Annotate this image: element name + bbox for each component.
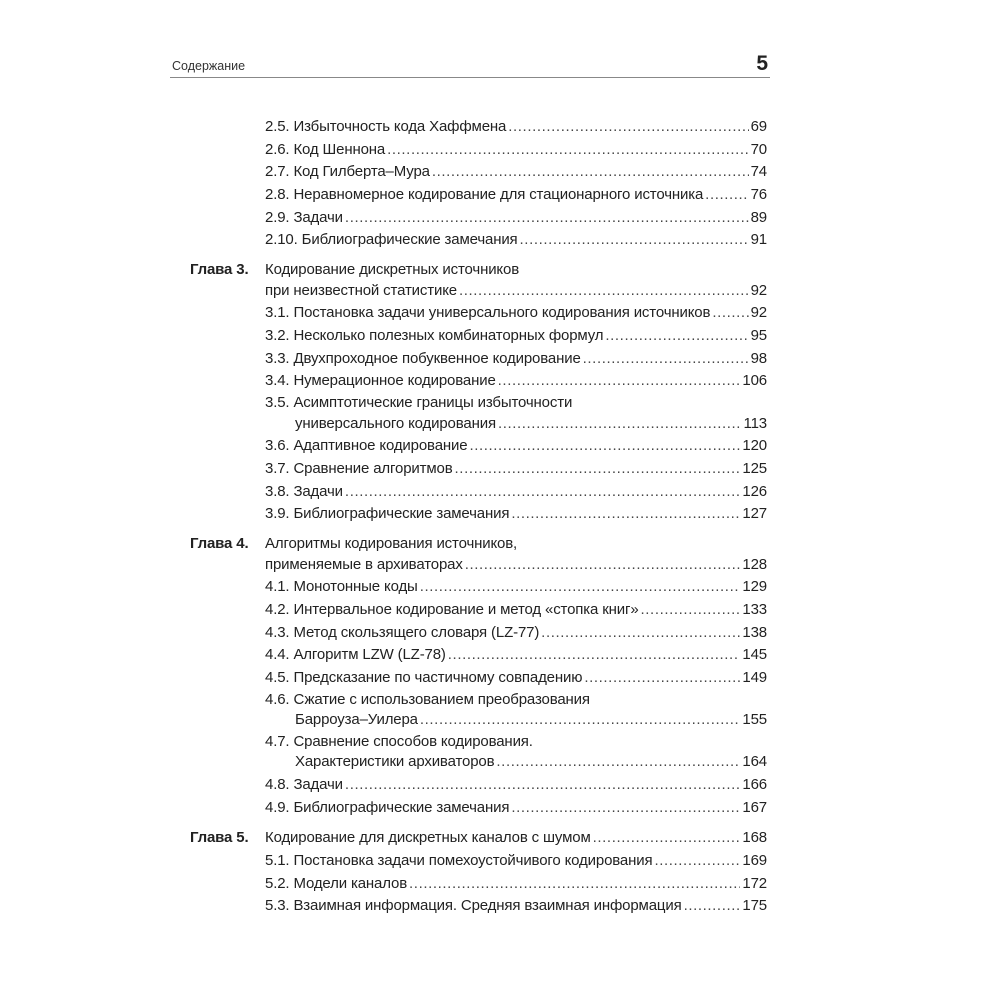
toc-entry (265, 644, 767, 667)
toc-entry (265, 161, 767, 184)
chapter-heading (190, 827, 767, 850)
toc-page-number: 164 (742, 753, 767, 771)
toc-page-number: 106 (742, 372, 767, 390)
dot-leader (387, 139, 749, 162)
dot-leader (583, 348, 749, 371)
toc-entry-title: Алгоритм LZW (LZ-78) (293, 646, 446, 664)
toc-entry-number: 2.10. (265, 231, 298, 249)
toc-entry-line (265, 644, 767, 667)
chapter-title: Кодирование дискретных источников (265, 261, 520, 279)
toc-entry-line (265, 139, 767, 162)
toc-entry-line (265, 709, 767, 732)
dot-leader (498, 370, 741, 393)
chapter-heading (190, 260, 767, 302)
toc-entry-title: Нумерационное кодирование (293, 372, 496, 390)
toc-entry-number: 2.8. (265, 186, 290, 204)
chapter-label: Глава 4. (190, 535, 249, 552)
dot-leader (705, 184, 748, 207)
toc-page-number: 76 (750, 186, 767, 204)
dot-leader (459, 280, 749, 303)
toc-page-number: 172 (742, 874, 767, 892)
toc-entry-line (265, 751, 767, 774)
toc-entry (265, 873, 767, 896)
toc-entry (265, 370, 767, 393)
chapter-title: Алгоритмы кодирования источников, (265, 535, 518, 552)
toc-page-number: 129 (742, 578, 767, 596)
chapter-label: Глава 3. (190, 261, 249, 279)
toc-entry-number: 4.1. (265, 578, 290, 596)
toc-entry-number: 4.9. (265, 798, 290, 816)
toc-entry-line (265, 184, 767, 207)
toc-page-number: 149 (742, 668, 767, 686)
toc-entry-line (265, 576, 767, 599)
toc-entry (265, 481, 767, 504)
toc-entry-title: Монотонные коды (293, 578, 418, 596)
toc-entry-line (265, 774, 767, 797)
toc-entry (265, 732, 767, 774)
toc-entry-title: Сжатие с использованием преобразования (293, 690, 590, 708)
chapter-spacer (265, 819, 767, 827)
toc-page-number: 133 (742, 600, 767, 618)
toc-entry (265, 503, 767, 526)
toc-entry-title: Библиографические замечания (293, 505, 510, 523)
dot-leader (420, 576, 741, 599)
toc-page-number: 91 (750, 231, 767, 249)
toc-entry-number: 3.1. (265, 304, 290, 322)
toc-entry (265, 184, 767, 207)
dot-leader (541, 622, 740, 645)
toc-entry-line (265, 393, 767, 413)
chapter-heading-line (190, 260, 767, 280)
toc-page-number: 92 (750, 304, 767, 322)
toc-entry-line (265, 161, 767, 184)
dot-leader (498, 413, 742, 436)
chapter-spacer (265, 252, 767, 260)
chapter-heading-line (265, 554, 767, 577)
toc-entry-number: 3.8. (265, 482, 290, 500)
toc-entry-title: Метод скользящего словаря (LZ-77) (293, 623, 540, 641)
running-header-title: Содержание (172, 59, 246, 73)
toc-page-number: 175 (742, 897, 767, 915)
toc-entry-title: Код Шеннона (293, 140, 386, 158)
toc-entry-title: Постановка задачи помехоустойчивого кодирования (293, 852, 653, 870)
toc-entry (265, 850, 767, 873)
toc-page-number: 126 (742, 482, 767, 500)
toc-entry (265, 774, 767, 797)
chapter-title-continued: применяемые в архиваторах (265, 555, 463, 573)
toc-entry-title-continued: универсального кодирования (295, 414, 496, 432)
dot-leader (420, 709, 741, 732)
toc-entry-line (265, 503, 767, 526)
table-of-contents (190, 116, 767, 918)
toc-entry-title: Код Гилберта–Мура (293, 163, 430, 181)
toc-page-number: 155 (742, 711, 767, 729)
toc-entry (265, 622, 767, 645)
toc-entry (265, 667, 767, 690)
toc-entry-title-continued: Характеристики архиваторов (295, 753, 495, 771)
toc-entry-number: 3.5. (265, 394, 290, 412)
toc-entry-number: 4.3. (265, 623, 290, 641)
toc-entry (265, 797, 767, 820)
toc-entry-title: Избыточность кода Хаффмена (293, 118, 507, 135)
toc-entry-number: 2.7. (265, 163, 290, 181)
toc-entry-title: Задачи (293, 776, 343, 793)
toc-entry (265, 599, 767, 622)
toc-entry-line (265, 116, 767, 139)
dot-leader (508, 116, 748, 139)
toc-entry-title: Неравномерное кодирование для стационарного источника (293, 186, 704, 204)
toc-page-number: 128 (742, 555, 767, 573)
toc-page-number: 92 (750, 281, 767, 299)
chapter-title-continued: при неизвестной статистике (265, 281, 457, 299)
chapter-heading-line (190, 534, 767, 554)
toc-entry-title: Сравнение способов кодирования. (293, 732, 533, 750)
toc-entry-title: Задачи (293, 482, 343, 500)
toc-page-number: 167 (742, 798, 767, 816)
chapter-spacer (265, 526, 767, 534)
toc-page-number: 74 (750, 163, 767, 181)
chapter-heading-line (190, 827, 767, 850)
dot-leader (345, 207, 749, 230)
toc-entry (265, 458, 767, 481)
chapter-heading-line (265, 280, 767, 303)
dot-leader (712, 302, 748, 325)
toc-entry-line (265, 732, 767, 752)
dot-leader (511, 503, 740, 526)
toc-page-number: 95 (750, 327, 767, 344)
toc-page-number: 113 (743, 414, 767, 432)
dot-leader (409, 873, 740, 896)
toc-entry-title: Асимптотические границы избыточности (293, 394, 573, 412)
toc-entry-number: 3.4. (265, 372, 290, 390)
toc-entry-title: Постановка задачи универсального кодирования источников (293, 304, 711, 322)
toc-entry (265, 348, 767, 371)
toc-entry-line (265, 207, 767, 230)
toc-entry (265, 116, 767, 139)
toc-entry (265, 207, 767, 230)
toc-entry-line (265, 895, 767, 918)
toc-entry-title: Адаптивное кодирование (293, 437, 468, 455)
toc-entry-number: 5.1. (265, 852, 290, 870)
toc-entry-number: 3.3. (265, 349, 290, 367)
toc-entry-number: 2.6. (265, 140, 290, 158)
toc-page-number: 145 (742, 646, 767, 664)
toc-page-number: 89 (750, 208, 767, 226)
toc-entry-line (265, 667, 767, 690)
dot-leader (593, 827, 741, 850)
toc-page-number: 127 (742, 505, 767, 523)
toc-page-number: 98 (750, 349, 767, 367)
toc-entry-number: 4.6. (265, 690, 290, 708)
dot-leader (496, 751, 740, 774)
header-rule (170, 77, 770, 78)
dot-leader (469, 435, 740, 458)
toc-entry (265, 325, 767, 348)
toc-entry-line (265, 481, 767, 504)
toc-entry-number: 4.2. (265, 600, 290, 618)
toc-entry-title: Сравнение алгоритмов (293, 459, 453, 477)
toc-entry-number: 4.8. (265, 776, 290, 793)
toc-entry-number: 3.2. (265, 327, 290, 344)
toc-entry-title: Несколько полезных комбинаторных формул (293, 327, 604, 344)
toc-entry-number: 4.5. (265, 668, 290, 686)
dot-leader (345, 481, 741, 504)
chapter-title: Кодирование для дискретных каналов с шумом (265, 829, 591, 847)
toc-entry-title: Задачи (293, 208, 343, 226)
toc-entry-title: Интервальное кодирование и метод «стопка книг» (293, 600, 639, 618)
toc-entry-line (265, 370, 767, 393)
toc-page-number: 70 (750, 140, 767, 158)
toc-entry-number: 5.2. (265, 874, 290, 892)
dot-leader (465, 554, 741, 577)
toc-page-number: 120 (742, 437, 767, 455)
toc-entry-line (265, 690, 767, 710)
toc-entry (265, 139, 767, 162)
toc-entry-line (265, 873, 767, 896)
toc-entry-title: Модели каналов (293, 874, 408, 892)
dot-leader (605, 325, 748, 348)
toc-entry-line (265, 850, 767, 873)
dot-leader (511, 797, 740, 820)
page-number: 5 (756, 52, 768, 75)
chapter-label: Глава 5. (190, 829, 249, 847)
toc-entry-title: Двухпроходное побуквенное кодирование (293, 349, 581, 367)
toc-entry-line (265, 413, 767, 436)
toc-entry-title: Библиографические замечания (301, 231, 518, 249)
toc-entry-line (265, 599, 767, 622)
toc-page-number: 166 (742, 776, 767, 793)
dot-leader (684, 895, 741, 918)
dot-leader (641, 599, 741, 622)
toc-entry-line (265, 622, 767, 645)
toc-entry-title: Предсказание по частичному совпадению (293, 668, 583, 686)
toc-entry-line (265, 229, 767, 252)
toc-entry (265, 895, 767, 918)
chapter-heading (190, 534, 767, 576)
toc-entry-number: 3.7. (265, 459, 290, 477)
dot-leader (584, 667, 740, 690)
toc-entry-line (265, 325, 767, 348)
toc-entry (265, 302, 767, 325)
toc-entry (265, 576, 767, 599)
toc-entry-number: 2.9. (265, 208, 290, 226)
toc-entry-number: 4.7. (265, 732, 290, 750)
toc-entry-title-continued: Барроуза–Уилера (295, 711, 418, 729)
dot-leader (448, 644, 741, 667)
toc-entry-number: 4.4. (265, 646, 290, 664)
toc-page-number: 138 (742, 623, 767, 641)
toc-entry-title: Библиографические замечания (293, 798, 510, 816)
toc-entry (265, 393, 767, 435)
toc-page-number: 125 (742, 459, 767, 477)
toc-page-number: 69 (750, 118, 767, 135)
toc-page-number: 169 (742, 852, 767, 870)
toc-entry-line (265, 302, 767, 325)
toc-entry-number: 3.6. (265, 437, 290, 455)
toc-entry-line (265, 458, 767, 481)
dot-leader (520, 229, 749, 252)
toc-entry (265, 435, 767, 458)
toc-entry (265, 690, 767, 732)
toc-page-number: 168 (742, 829, 767, 847)
dot-leader (345, 774, 741, 797)
toc-entry-line (265, 348, 767, 371)
toc-entry-number: 2.5. (265, 118, 290, 135)
dot-leader (654, 850, 740, 873)
dot-leader (455, 458, 741, 481)
toc-entry (265, 229, 767, 252)
dot-leader (432, 161, 749, 184)
toc-entry-number: 3.9. (265, 505, 290, 523)
toc-entry-title: Взаимная информация. Средняя взаимная информация (293, 897, 682, 915)
toc-entry-line (265, 797, 767, 820)
toc-entry-line (265, 435, 767, 458)
toc-entry-number: 5.3. (265, 897, 290, 915)
